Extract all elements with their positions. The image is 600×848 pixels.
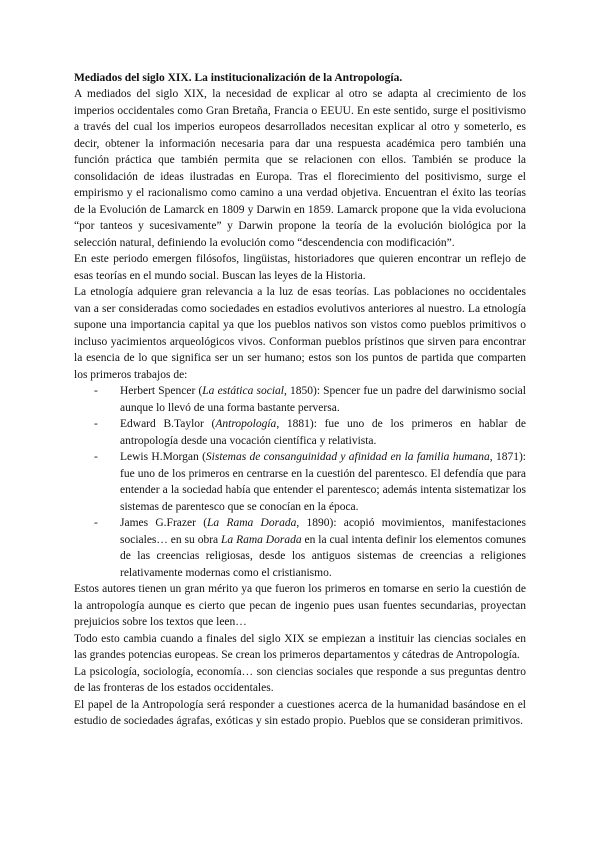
author-intro: Edward B.Taylor ( xyxy=(120,418,216,430)
paragraph-ethnology: La etnología adquiere gran relevancia a la luz de esas teorías. Las poblaciones no occidentales van a ser consideradas como sociedades en estadios evolutivos anteriores al nuestro. La etnología supone una importancia capital ya que los pueblos nativos son vistos como pueblos primitivos o incluso yacimientos arqueológicos vivos. Conforman pueblos prístinos que sirven para encontrar la esencia de lo que significa ser un ser humano; estos son los puntos de partida que comparten los primeros trabajos de: xyxy=(74,286,526,381)
list-item-spencer xyxy=(94,383,526,416)
list-dash: - xyxy=(94,385,98,397)
author-description: , 1871): fue uno de los primeros en centrarse en la cuestión del parentesco. El defendía que para entender a la sociedad había que entender el parentesco; además intenta sistematizar los sistemas de parentesco que se conocían en la época. xyxy=(120,451,526,513)
work-title: Sistemas de consanguinidad y afinidad en la familia humana xyxy=(205,451,490,463)
paragraph-social-sciences: La psicología, sociología, economía… son ciencias sociales que responde a sus preguntas dentro de las fronteras de los estados occidentales. xyxy=(74,665,526,694)
work-title: La Rama Dorada xyxy=(207,517,297,529)
author-description: , 1881): fue uno de los primeros en hablar de antropología desde una vocación científica y relativista. xyxy=(120,418,526,447)
list-dash: - xyxy=(94,517,98,529)
paragraph-positivism: A mediados del siglo XIX, la necesidad de explicar al otro se adapta al crecimiento de los imperios occidentales como Gran Bretaña, Francia o EEUU. En este sentido, surge el positivismo a través del cual los imperios europeos desarrollados necesitan explicar al otro y someterlo, es decir, obtener la información necesaria para dar una respuesta académica pero también una función práctica que también permita que se relacionen con ellos. También se produce la consolidación de ideas ilustradas en Europa. Tras el florecimiento del positivismo, surge el empirismo y el racionalismo como camino a una verdad objetiva. Encuentran el éxito las teorías de la Evolución de Lamarck en 1809 y Darwin en 1859. Lamarck propone que la vida evoluciona “por tanteos y sucesivamente” y Darwin propone la teoría de la evolución biológica por la selección natural, definiendo la evolución como “descendencia con modificación”. xyxy=(74,88,526,249)
work-title: La Rama Dorada xyxy=(221,533,302,546)
author-description: , 1890): acopió movimientos, manifestaciones sociales… en su obra xyxy=(120,517,526,546)
list-dash: - xyxy=(94,418,98,430)
author-intro: Lewis H.Morgan ( xyxy=(120,451,206,463)
paragraph-anthropology-role: El papel de la Antropología será responder a cuestiones acerca de la humanidad basándose en el estudio de sociedades ágrafas, exóticas y sin estado propio. Pueblos que se consideran primitivos. xyxy=(74,698,526,727)
section-heading: Mediados del siglo XIX. La institucionalización de la Antropología. xyxy=(74,72,403,84)
list-item-frazer xyxy=(94,515,526,581)
author-intro: Herbert Spencer ( xyxy=(120,385,203,397)
authors-list xyxy=(74,383,526,581)
list-item-taylor xyxy=(94,416,526,449)
work-title: Antropología xyxy=(215,418,277,430)
paragraph-philosophers: En este periodo emergen filósofos, lingüistas, historiadores que quieren encontrar un reflejo de esas teorías en el mundo social. Buscan las leyes de la Historia. xyxy=(74,253,526,282)
paragraph-institutionalization: Todo esto cambia cuando a finales del siglo XIX se empiezan a instituir las ciencias sociales en las grandes potencias europeas. Se crean los primeros departamentos y cátedras de Antropología. xyxy=(74,632,526,661)
list-dash: - xyxy=(94,451,98,463)
list-item-morgan xyxy=(94,449,526,515)
paragraph-authors-merit: Estos autores tienen un gran mérito ya que fueron los primeros en tomarse en serio la cuestión de la antropología aunque es cierto que pecan de ingenio pues usan fuentes secundarias, proyectan prejuicios sobre los textos que leen… xyxy=(74,583,526,628)
author-description: en la cual intenta definir los elementos comunes de las creencias religiosas, desde los antiguos sistemas de creencias a religiones relativamente modernas como el cristianismo. xyxy=(120,533,526,579)
work-title: La estática social xyxy=(202,385,284,397)
author-description: , 1850): Spencer fue un padre del darwinismo social aunque lo llevó de una forma bastante perversa. xyxy=(120,385,526,414)
author-intro: James G.Frazer ( xyxy=(120,517,208,529)
